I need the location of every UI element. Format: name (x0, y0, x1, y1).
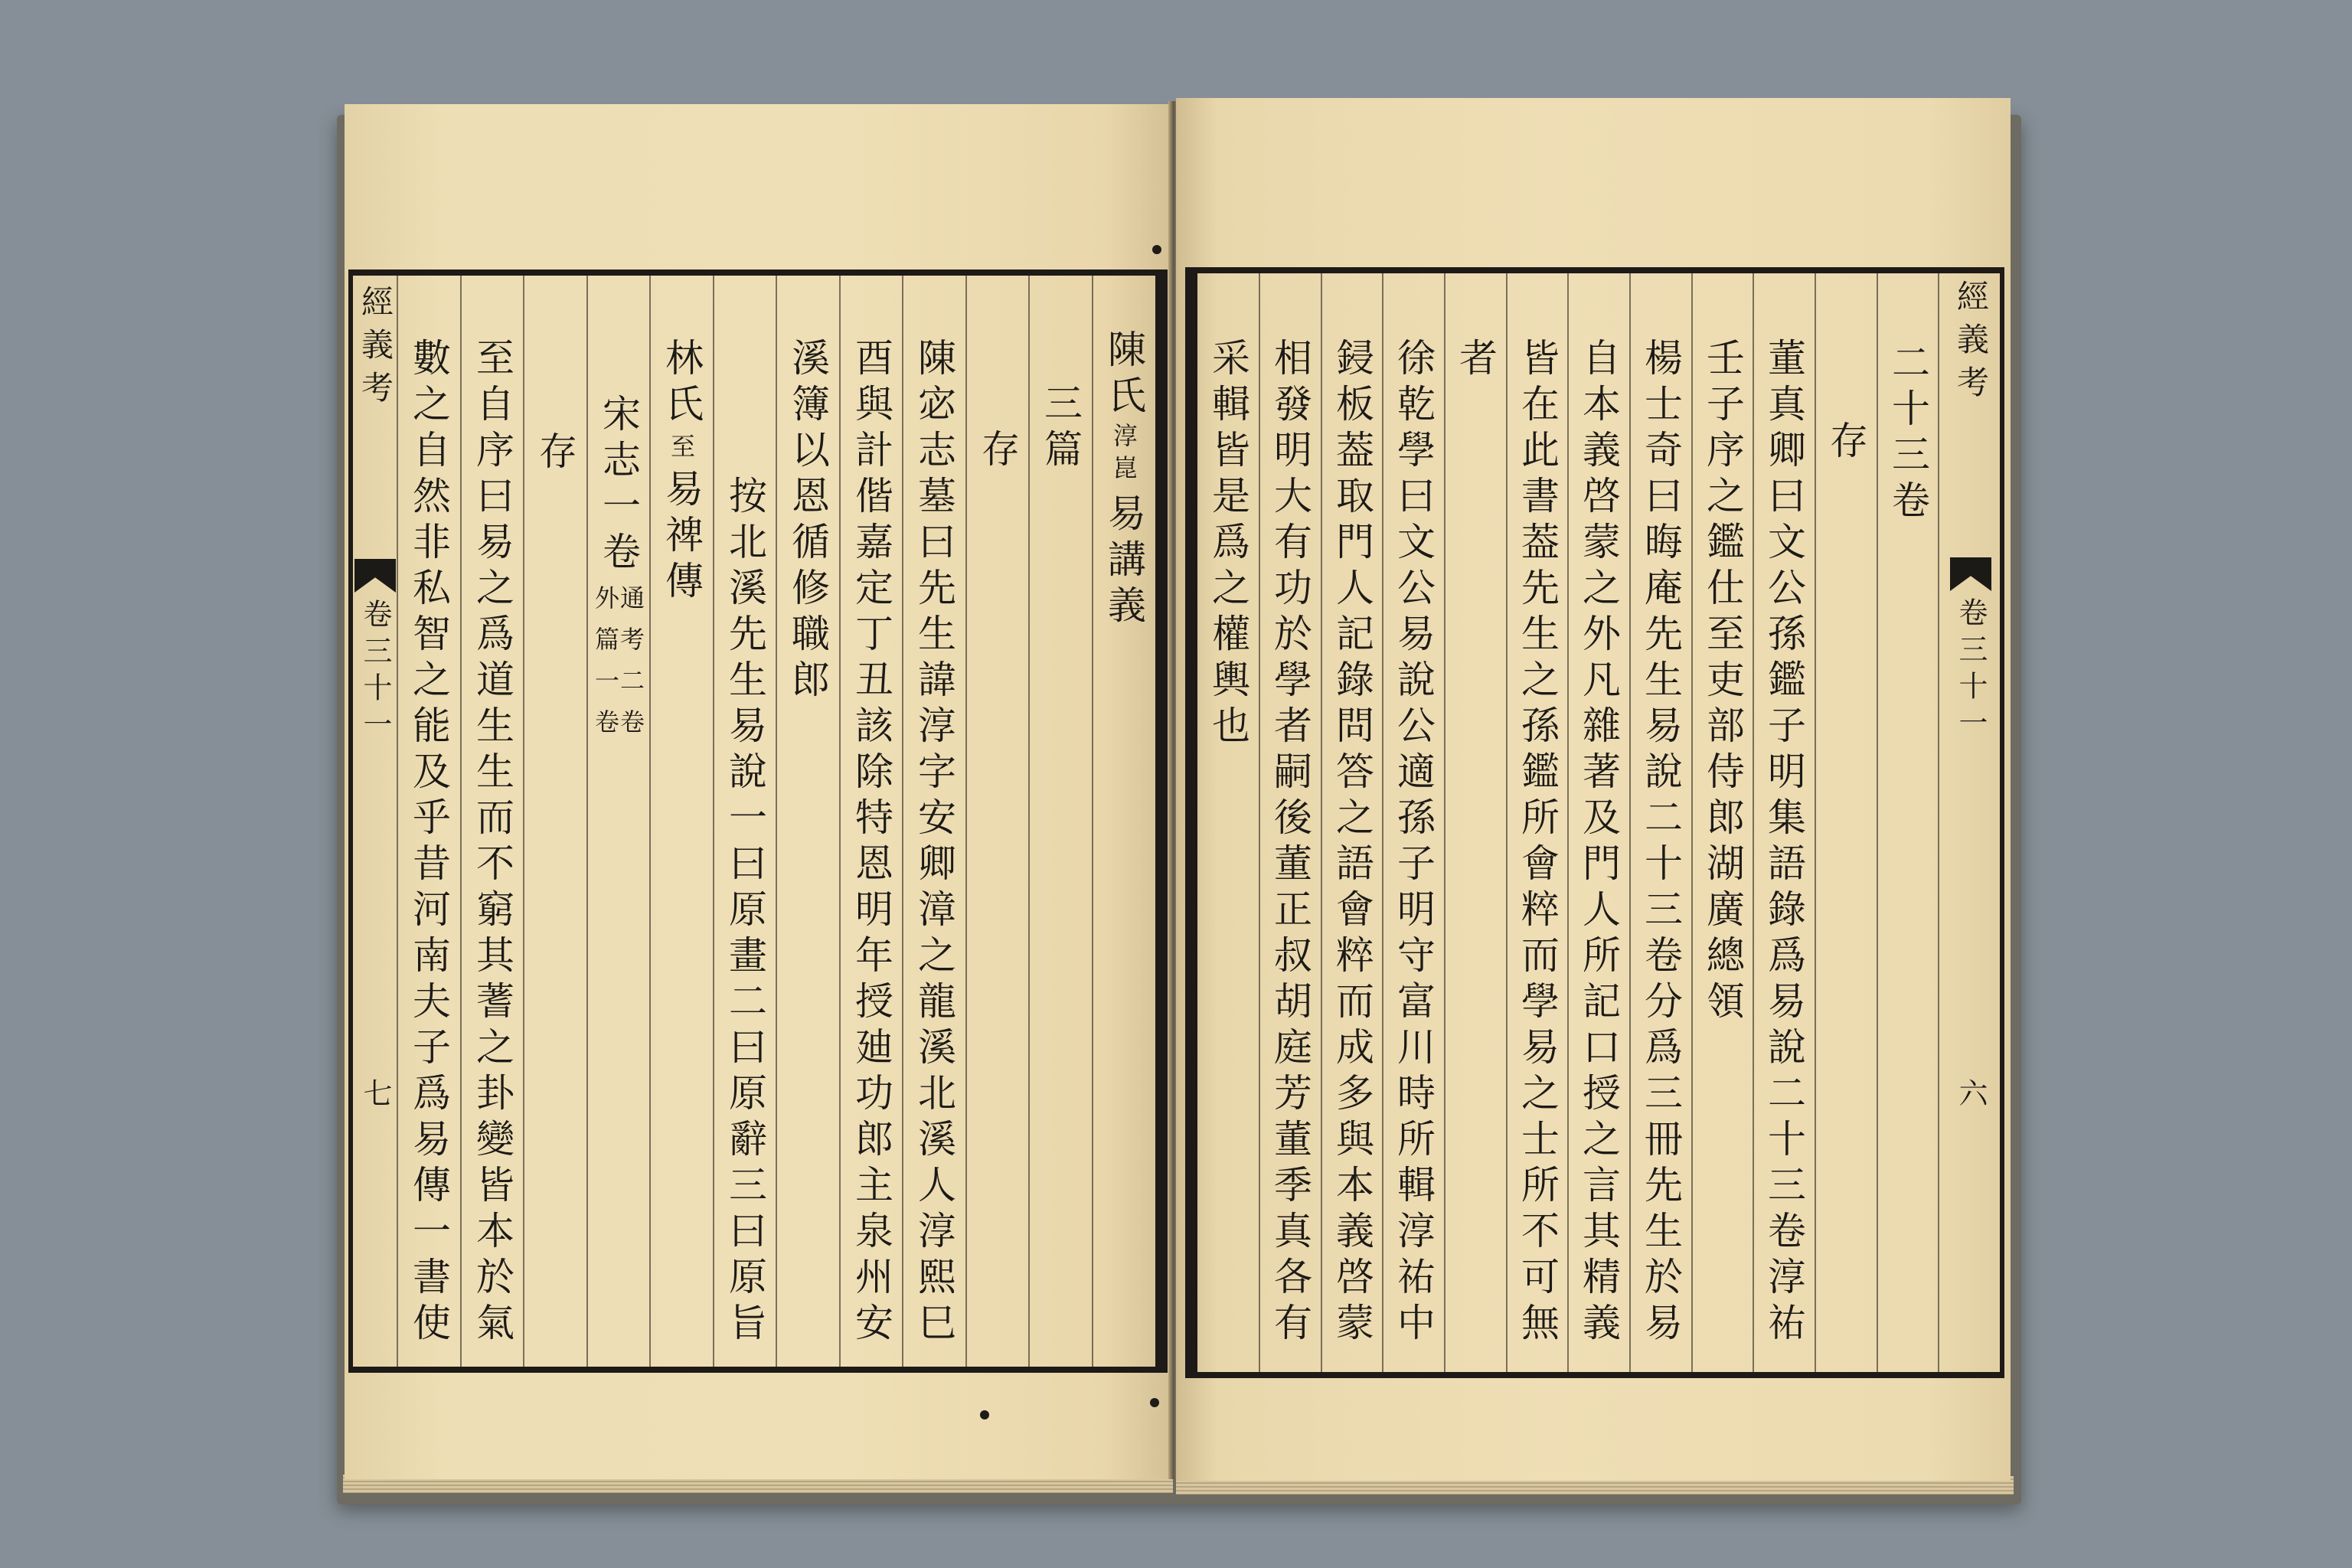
entry-author-name-note: 淳崑 (1109, 423, 1138, 487)
extent-note-line: 通考二卷 (616, 585, 645, 750)
quote-line: 數之自然非私智之能及乎昔河南夫子爲易傳一書使 (407, 338, 451, 1348)
quote-line: 至自序曰易之爲道生生而不窮其蓍之卦變皆本於氣 (470, 338, 514, 1348)
quote-line: 自本義啓蒙之外凡雜著及門人所記口授之言其精義 (1576, 338, 1621, 1348)
column-rule (839, 276, 841, 1367)
banxin-book-title: 經義考 (357, 285, 394, 413)
column-rule (1444, 273, 1446, 1372)
quote-line: 徐乾學曰文公易說公適孫子明守富川時所輯淳祐中 (1391, 338, 1436, 1348)
column-rule (902, 276, 903, 1367)
entry-status: 存 (533, 431, 577, 477)
column-rule (713, 276, 714, 1367)
quote-line: 董真卿曰文公孫鑑子明集語錄爲易說二十三卷淳祐 (1762, 338, 1806, 1348)
entry-work-title: 易禆傳 (659, 469, 704, 606)
quote-line: 相發明大有功於學者嗣後董正叔胡庭芳董季真各有 (1268, 338, 1312, 1348)
column-rule (1691, 273, 1693, 1372)
ink-dot (1150, 1398, 1159, 1407)
column-rule (1629, 273, 1631, 1372)
banxin-juan: 卷三十一 (1954, 597, 1988, 744)
entry-author-name-note: 至 (667, 433, 696, 466)
quote-line: 采輯皆是爲之權輿也 (1206, 338, 1250, 751)
column-rule (460, 276, 462, 1367)
column-rule (1028, 276, 1030, 1367)
ink-dot (1152, 245, 1161, 254)
banxin-folio-number: 七 (358, 1078, 392, 1115)
entry-status: 存 (975, 429, 1020, 475)
quote-line: 陳宓志墓曰先生諱淳字安卿漳之龍溪北溪人淳熙巳 (912, 338, 956, 1348)
column-rule (1567, 273, 1569, 1372)
column-rule (1382, 273, 1383, 1372)
banxin-book-title: 經義考 (1952, 279, 1990, 408)
column-rule (586, 276, 588, 1367)
column-rule (1259, 273, 1260, 1372)
column-rule (1815, 273, 1816, 1372)
quote-line: 壬子序之鑑仕至吏部侍郎湖廣總領 (1700, 338, 1745, 1027)
column-rule (523, 276, 524, 1367)
entry-author-surname: 陳氏 (1102, 329, 1146, 421)
quote-line: 皆在此書葢先生之孫鑑所會粹而學易之士所不可無 (1515, 338, 1560, 1348)
banxin-divider (397, 276, 398, 1367)
entry-extent: 三篇 (1038, 383, 1083, 475)
column-rule (1753, 273, 1754, 1372)
quote-line: 溪簿以恩循修職郎 (786, 338, 830, 705)
quote-line: 酉與計偕嘉定丁丑該除特恩明年授廸功郎主泉州安 (849, 338, 893, 1348)
banxin-juan: 卷三十一 (358, 599, 392, 746)
column-rule (1506, 273, 1508, 1372)
entry-work-title: 易講義 (1102, 493, 1146, 631)
column-rule (965, 276, 967, 1367)
banxin-folio-number: 六 (1954, 1078, 1988, 1115)
entry-extent: 二十三卷 (1886, 342, 1930, 526)
column-rule (776, 276, 777, 1367)
entry-extent: 宋志一卷 (596, 394, 641, 577)
ink-dot (980, 1410, 989, 1419)
entry-status: 存 (1824, 420, 1868, 466)
column-rule (1321, 273, 1322, 1372)
column-rule (1092, 276, 1093, 1367)
extent-note-line: 外篇一卷 (591, 585, 620, 750)
quote-line: 楊士奇曰晦庵先生易說二十三卷分爲三冊先生於易 (1638, 338, 1683, 1348)
column-rule (649, 276, 651, 1367)
banxin-divider (1938, 273, 1939, 1372)
entry-author-surname: 林氏 (659, 338, 704, 430)
quote-line: 者 (1453, 338, 1498, 384)
column-rule (1877, 273, 1878, 1372)
quote-line: 鋟板葢取門人記錄問答之語會粹而成多與本義啓蒙 (1330, 338, 1374, 1348)
editor-note: 按北溪先生易說一曰原畫二曰原辭三曰原旨 (723, 475, 767, 1348)
